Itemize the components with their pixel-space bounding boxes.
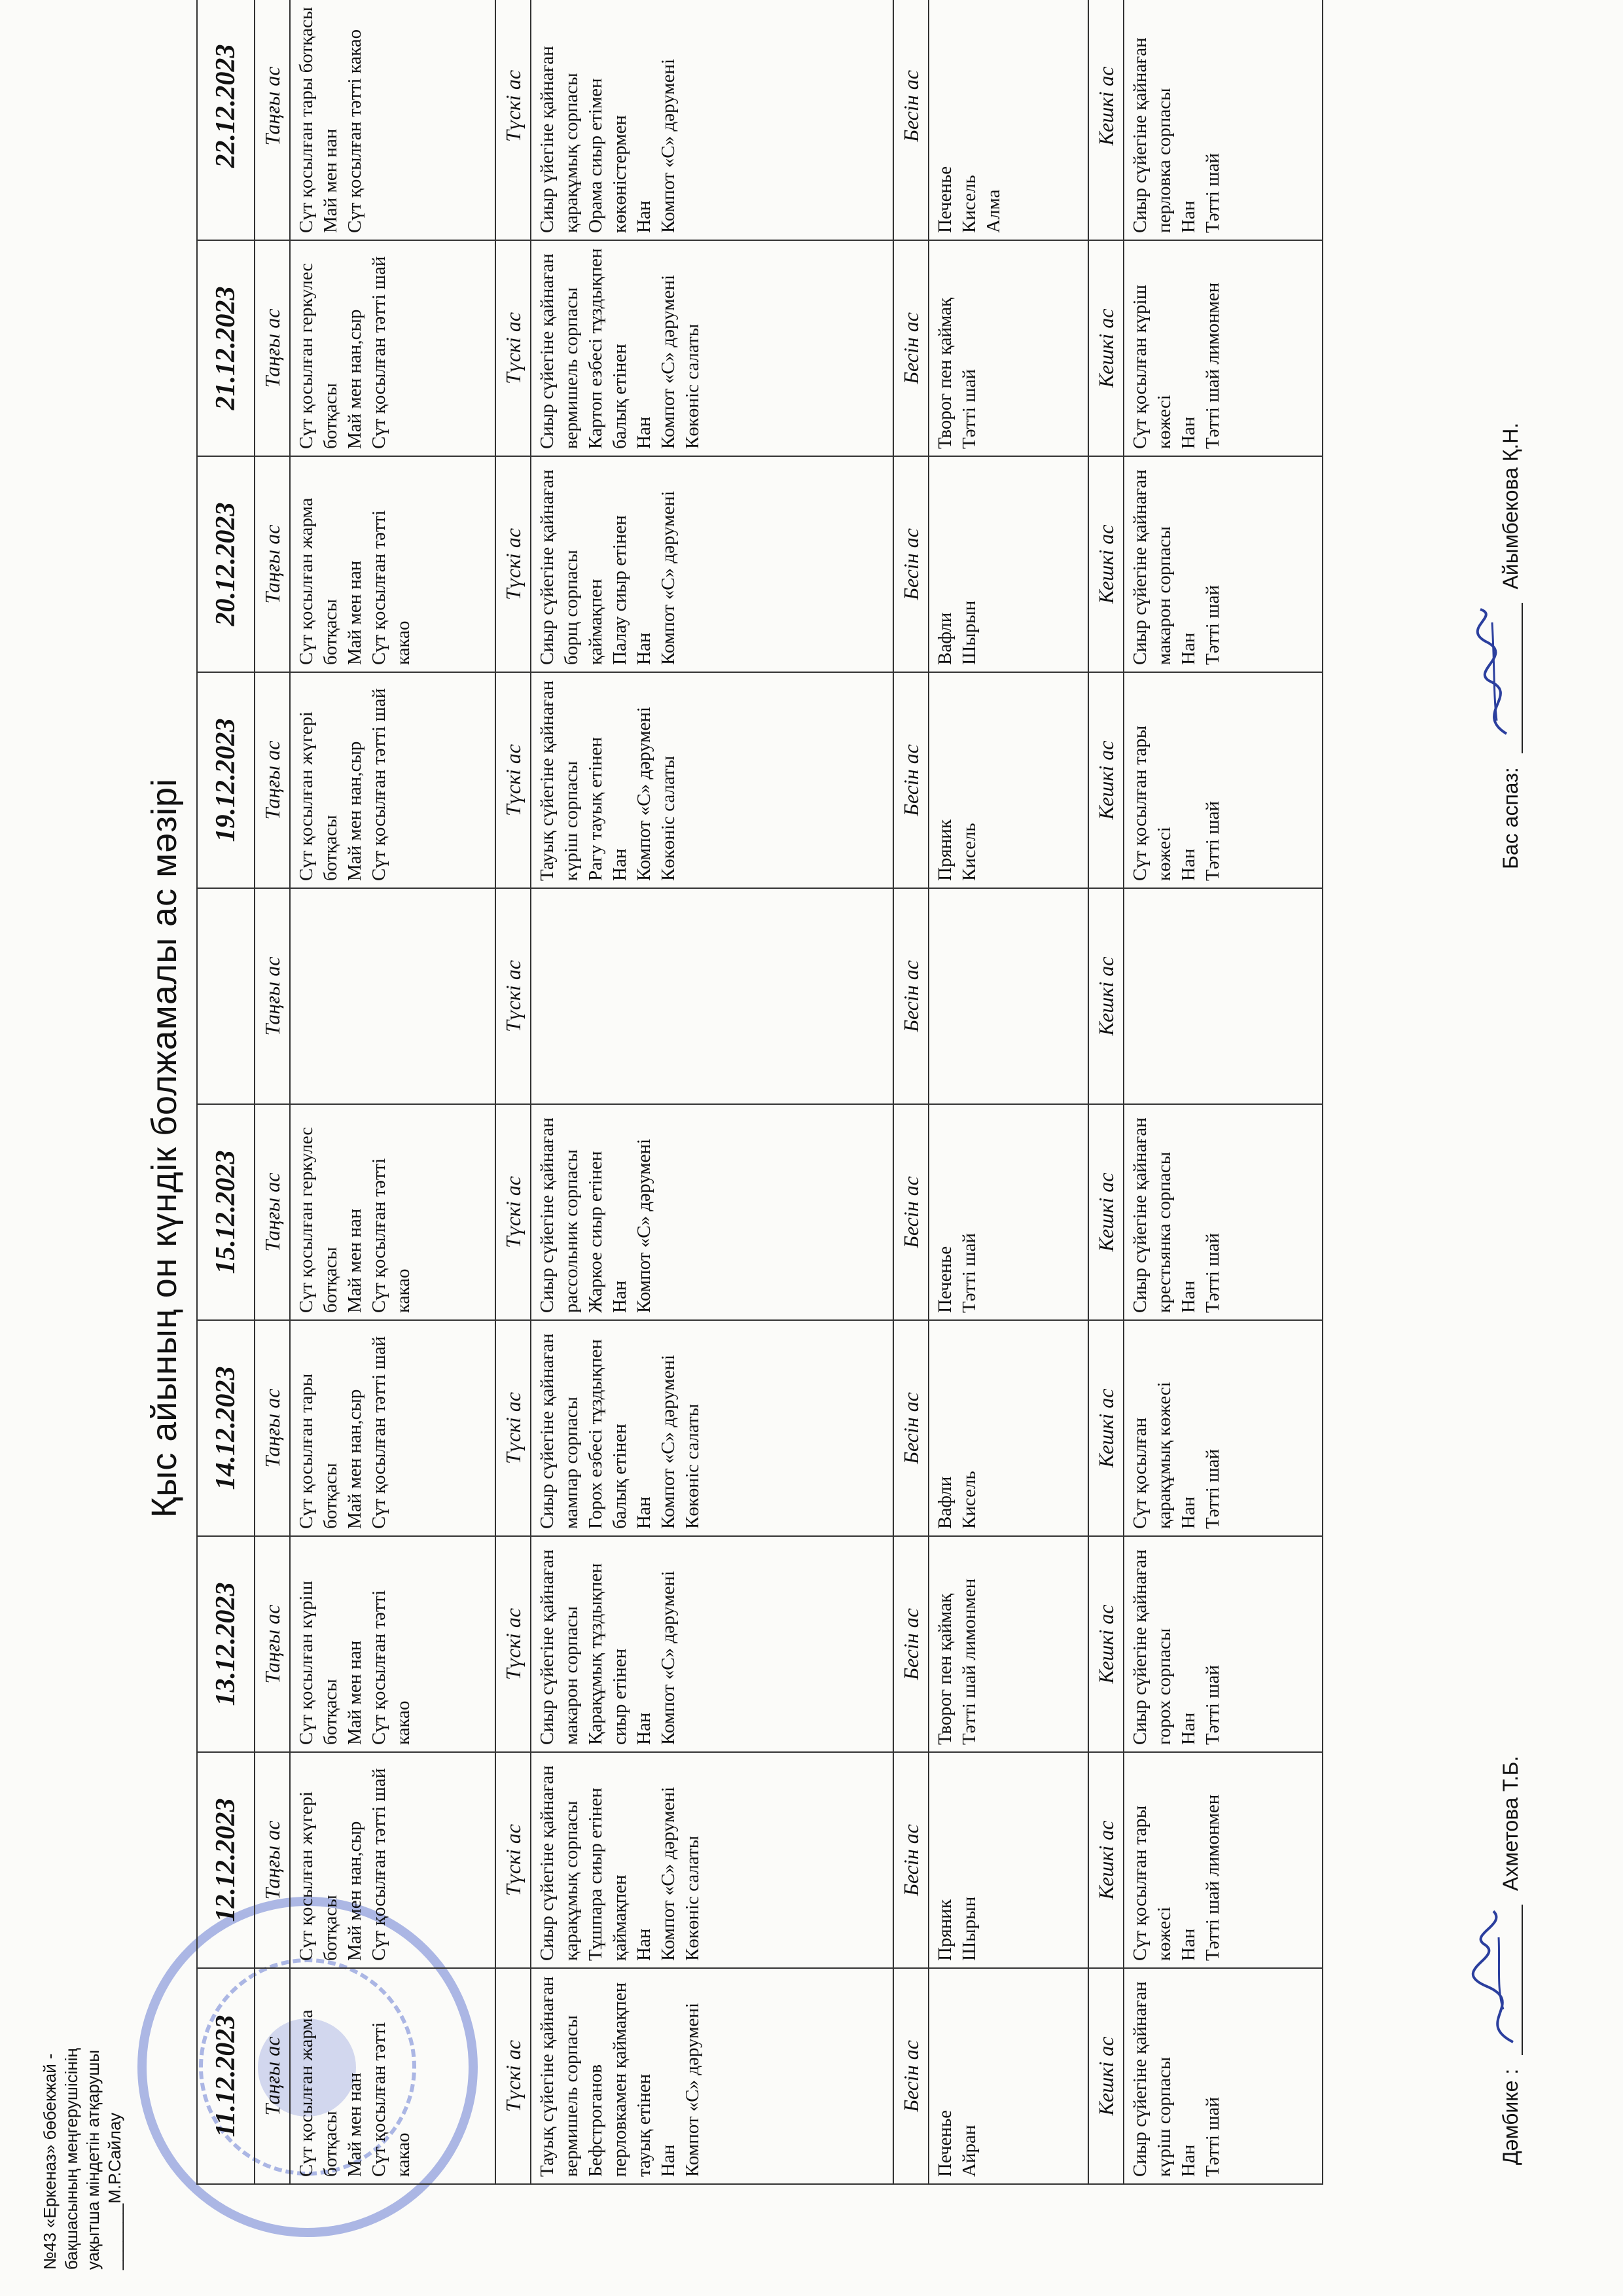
snack-cell: Пряник Кисель	[929, 672, 1088, 888]
meal-label: Кешкі ас	[1088, 1320, 1124, 1536]
dinner-label-row	[1088, 0, 1124, 2184]
breakfast-cell: Сүт қосылған тары ботқасы Май мен нан,сыр Сүт қосылған тәтті шай	[290, 1320, 495, 1536]
menu-table	[196, 0, 1323, 2185]
meal-label: Таңғы ас	[255, 0, 290, 240]
meal-label: Түскі ас	[495, 1752, 531, 1968]
lunch-row	[531, 0, 893, 2184]
breakfast-cell: Сүт қосылған жүгері ботқасы Май мен нан,сыр Сүт қосылған тәтті шай	[290, 672, 495, 888]
meal-label: Таңғы ас	[255, 1968, 290, 2184]
breakfast-cell: Сүт қосылған жарма ботқасы Май мен нан Сүт қосылған тәтті какао	[290, 456, 495, 672]
page-title: Қыс айының он күндік болжамалы ас мәзірі	[145, 778, 184, 1518]
snack-cell: Печенье Тәтті шай	[929, 1104, 1088, 1320]
meal-label: Түскі ас	[495, 1536, 531, 1752]
breakfast-cell	[290, 888, 495, 1104]
snack-cell: Печенье Айран	[929, 1968, 1088, 2184]
right-signature-block	[1499, 423, 1523, 869]
lunch-cell: Сиыр сүйегіне қайнаған вермишель сорпасы Картоп езбесі тұздықпен балық етінен Нан Компот «С» дәрумені Көкөніс салаты	[531, 240, 893, 456]
snack-cell: Творог пен қаймақ Тәтті шай лимонмен	[929, 1536, 1088, 1752]
snack-cell	[929, 888, 1088, 1104]
breakfast-cell: Сүт қосылған геркулес ботқасы Май мен нан,сыр Сүт қосылған тәтті шай	[290, 240, 495, 456]
snack-cell: Вафли Кисель	[929, 1320, 1088, 1536]
snack-row	[929, 0, 1088, 2184]
dinner-cell: Сиыр сүйегіне қайнаған күріш сорпасы Нан Тәтті шай	[1124, 1968, 1323, 2184]
meal-label: Бесін ас	[893, 672, 929, 888]
approval-line: бақшасының меңгерушісінің	[62, 2048, 81, 2270]
breakfast-row	[290, 0, 495, 2184]
dinner-cell: Сиыр сүйегіне қайнаған крестьянка сорпасы Нан Тәтті шай	[1124, 1104, 1323, 1320]
dinner-cell: Сиыр сүйегіне қайнаған горох сорпасы Нан Тәтті шай	[1124, 1536, 1323, 1752]
meal-label: Кешкі ас	[1088, 0, 1124, 240]
breakfast-cell: Сүт қосылған геркулес ботқасы Май мен нан Сүт қосылған тәтті какао	[290, 1104, 495, 1320]
dinner-cell: Сиыр сүйегіне қайнаған макарон сорпасы Нан Тәтті шай	[1124, 456, 1323, 672]
date-header: 13.12.2023	[197, 1536, 255, 1752]
dinner-row	[1124, 0, 1323, 2184]
snack-cell: Печенье Кисель Алма	[929, 0, 1088, 240]
meal-label: Кешкі ас	[1088, 672, 1124, 888]
breakfast-label-row	[255, 0, 290, 2184]
breakfast-cell: Сүт қосылған күріш ботқасы Май мен нан Сүт қосылған тәтті какао	[290, 1536, 495, 1752]
lunch-cell: Сиыр сүйегіне қайнаған мампар сорпасы Горох езбесі тұздықпен балық етінен Нан Компот «С» дәрумені Көкөніс салаты	[531, 1320, 893, 1536]
meal-label: Бесін ас	[893, 1104, 929, 1320]
meal-label: Кешкі ас	[1088, 1752, 1124, 1968]
snack-cell: Вафли Шырын	[929, 456, 1088, 672]
date-header	[197, 888, 255, 1104]
signature-label: Бас аспаз:	[1499, 767, 1522, 869]
meal-label: Таңғы ас	[255, 1752, 290, 1968]
date-header-row	[197, 0, 255, 2184]
lunch-cell: Сиыр сүйегіне қайнаған рассольник сорпасы Жаркое сиыр етінен Нан Компот «С» дәрумені	[531, 1104, 893, 1320]
approval-line: уақытша міндетін атқарушы	[83, 2049, 103, 2270]
dinner-cell	[1124, 888, 1323, 1104]
meal-label: Бесін ас	[893, 888, 929, 1104]
date-header: 20.12.2023	[197, 456, 255, 672]
breakfast-cell: Сүт қосылған тары ботқасы Май мен нан Сүт қосылған тәтті какао	[290, 0, 495, 240]
meal-label: Бесін ас	[893, 1968, 929, 2184]
dinner-cell: Сүт қосылған күріш көжесі Нан Тәтті шай лимонмен	[1124, 240, 1323, 456]
meal-label: Кешкі ас	[1088, 1104, 1124, 1320]
breakfast-cell: Сүт қосылған жарма ботқасы Май мен нан Сүт қосылған тәтті какао	[290, 1968, 495, 2184]
snack-cell: Пряник Шырын	[929, 1752, 1088, 1968]
meal-label: Бесін ас	[893, 1536, 929, 1752]
meal-label: Түскі ас	[495, 888, 531, 1104]
meal-label: Таңғы ас	[255, 1320, 290, 1536]
meal-label: Түскі ас	[495, 1320, 531, 1536]
date-header: 19.12.2023	[197, 672, 255, 888]
date-header: 21.12.2023	[197, 240, 255, 456]
snack-cell: Творог пен қаймақ Тәтті шай	[929, 240, 1088, 456]
meal-label: Кешкі ас	[1088, 456, 1124, 672]
meal-label: Бесін ас	[893, 1752, 929, 1968]
date-header: 11.12.2023	[197, 1968, 255, 2184]
snack-label-row	[893, 0, 929, 2184]
dinner-cell: Сүт қосылған тары көжесі Нан Тәтті шай лимонмен	[1124, 1752, 1323, 1968]
meal-label: Түскі ас	[495, 0, 531, 240]
meal-label: Бесін ас	[893, 240, 929, 456]
meal-label: Таңғы ас	[255, 240, 290, 456]
dinner-cell: Сүт қосылған қарақұмық көжесі Нан Тәтті шай	[1124, 1320, 1323, 1536]
meal-label: Кешкі ас	[1088, 1968, 1124, 2184]
dinner-cell: Сүт қосылған тары көжесі Нан Тәтті шай	[1124, 672, 1323, 888]
signature-label: Дәмбике :	[1499, 2068, 1522, 2165]
meal-label: Таңғы ас	[255, 456, 290, 672]
meal-label: Таңғы ас	[255, 672, 290, 888]
lunch-cell: Сиыр сүйегіне қайнаған борщ сорпасы қаймақпен Палау сиыр етінен Нан Компот «С» дәрумені	[531, 456, 893, 672]
lunch-label-row	[495, 0, 531, 2184]
signature-line	[1503, 1905, 1523, 2055]
signature-name: Айымбекова Қ.Н.	[1499, 422, 1522, 590]
lunch-cell: Сиыр үйегіне қайнаған қарақұмық сорпасы Орама сиыр етімен көкөністермен Нан Компот «С» дәрумені	[531, 0, 893, 240]
meal-label: Түскі ас	[495, 456, 531, 672]
date-header: 15.12.2023	[197, 1104, 255, 1320]
date-header: 12.12.2023	[197, 1752, 255, 1968]
handwritten-signature	[1467, 603, 1526, 747]
meal-label: Бесін ас	[893, 1320, 929, 1536]
meal-label: Түскі ас	[495, 240, 531, 456]
approval-line: №43 «Еркеназ» бөбекжай -	[40, 2053, 60, 2270]
signature-name: Ахметова Т.Б.	[1499, 1755, 1522, 1891]
lunch-cell: Тауық сүйегіне қайнаған күріш сорпасы Рагу тауық етінен Нан Компот «С» дәрумені Көкөніс салаты	[531, 672, 893, 888]
meal-label: Түскі ас	[495, 1968, 531, 2184]
left-signature-block	[1499, 1756, 1523, 2165]
meal-label: Түскі ас	[495, 672, 531, 888]
meal-label: Кешкі ас	[1088, 888, 1124, 1104]
meal-label: Таңғы ас	[255, 1104, 290, 1320]
lunch-cell: Сиыр сүйегіне қайнаған макарон сорпасы Қарақұмық тұздықпен сиыр етінен Нан Компот «С» дәрумені	[531, 1536, 893, 1752]
approval-line: _______М.Р.Сайлау	[105, 2112, 124, 2270]
lunch-cell	[531, 888, 893, 1104]
meal-label: Таңғы ас	[255, 888, 290, 1104]
meal-label: Таңғы ас	[255, 1536, 290, 1752]
meal-label: Түскі ас	[495, 1104, 531, 1320]
date-header: 22.12.2023	[197, 0, 255, 240]
meal-label: Кешкі ас	[1088, 1536, 1124, 1752]
approval-block	[39, 1681, 126, 2270]
handwritten-signature	[1467, 1905, 1526, 2049]
date-header: 14.12.2023	[197, 1320, 255, 1536]
meal-label: Кешкі ас	[1088, 240, 1124, 456]
lunch-cell: Тауық сүйегіне қайнаған вермишель сорпасы Бефстроганов перловкамен қаймақпен тауық етінен Нан Компот «С» дәрумені	[531, 1968, 893, 2184]
signature-line	[1503, 603, 1523, 753]
lunch-cell: Сиыр сүйегіне қайнаған қарақұмық сорпасы Тұшпара сиыр етінен қаймақпен Нан Компот «С» дәрумені Көкөніс салаты	[531, 1752, 893, 1968]
dinner-cell: Сиыр сүйегіне қайнаған перловка сорпасы Нан Тәтті шай	[1124, 0, 1323, 240]
breakfast-cell: Сүт қосылған жүгері ботқасы Май мен нан,сыр Сүт қосылған тәтті шай	[290, 1752, 495, 1968]
meal-label: Бесін ас	[893, 0, 929, 240]
meal-label: Бесін ас	[893, 456, 929, 672]
